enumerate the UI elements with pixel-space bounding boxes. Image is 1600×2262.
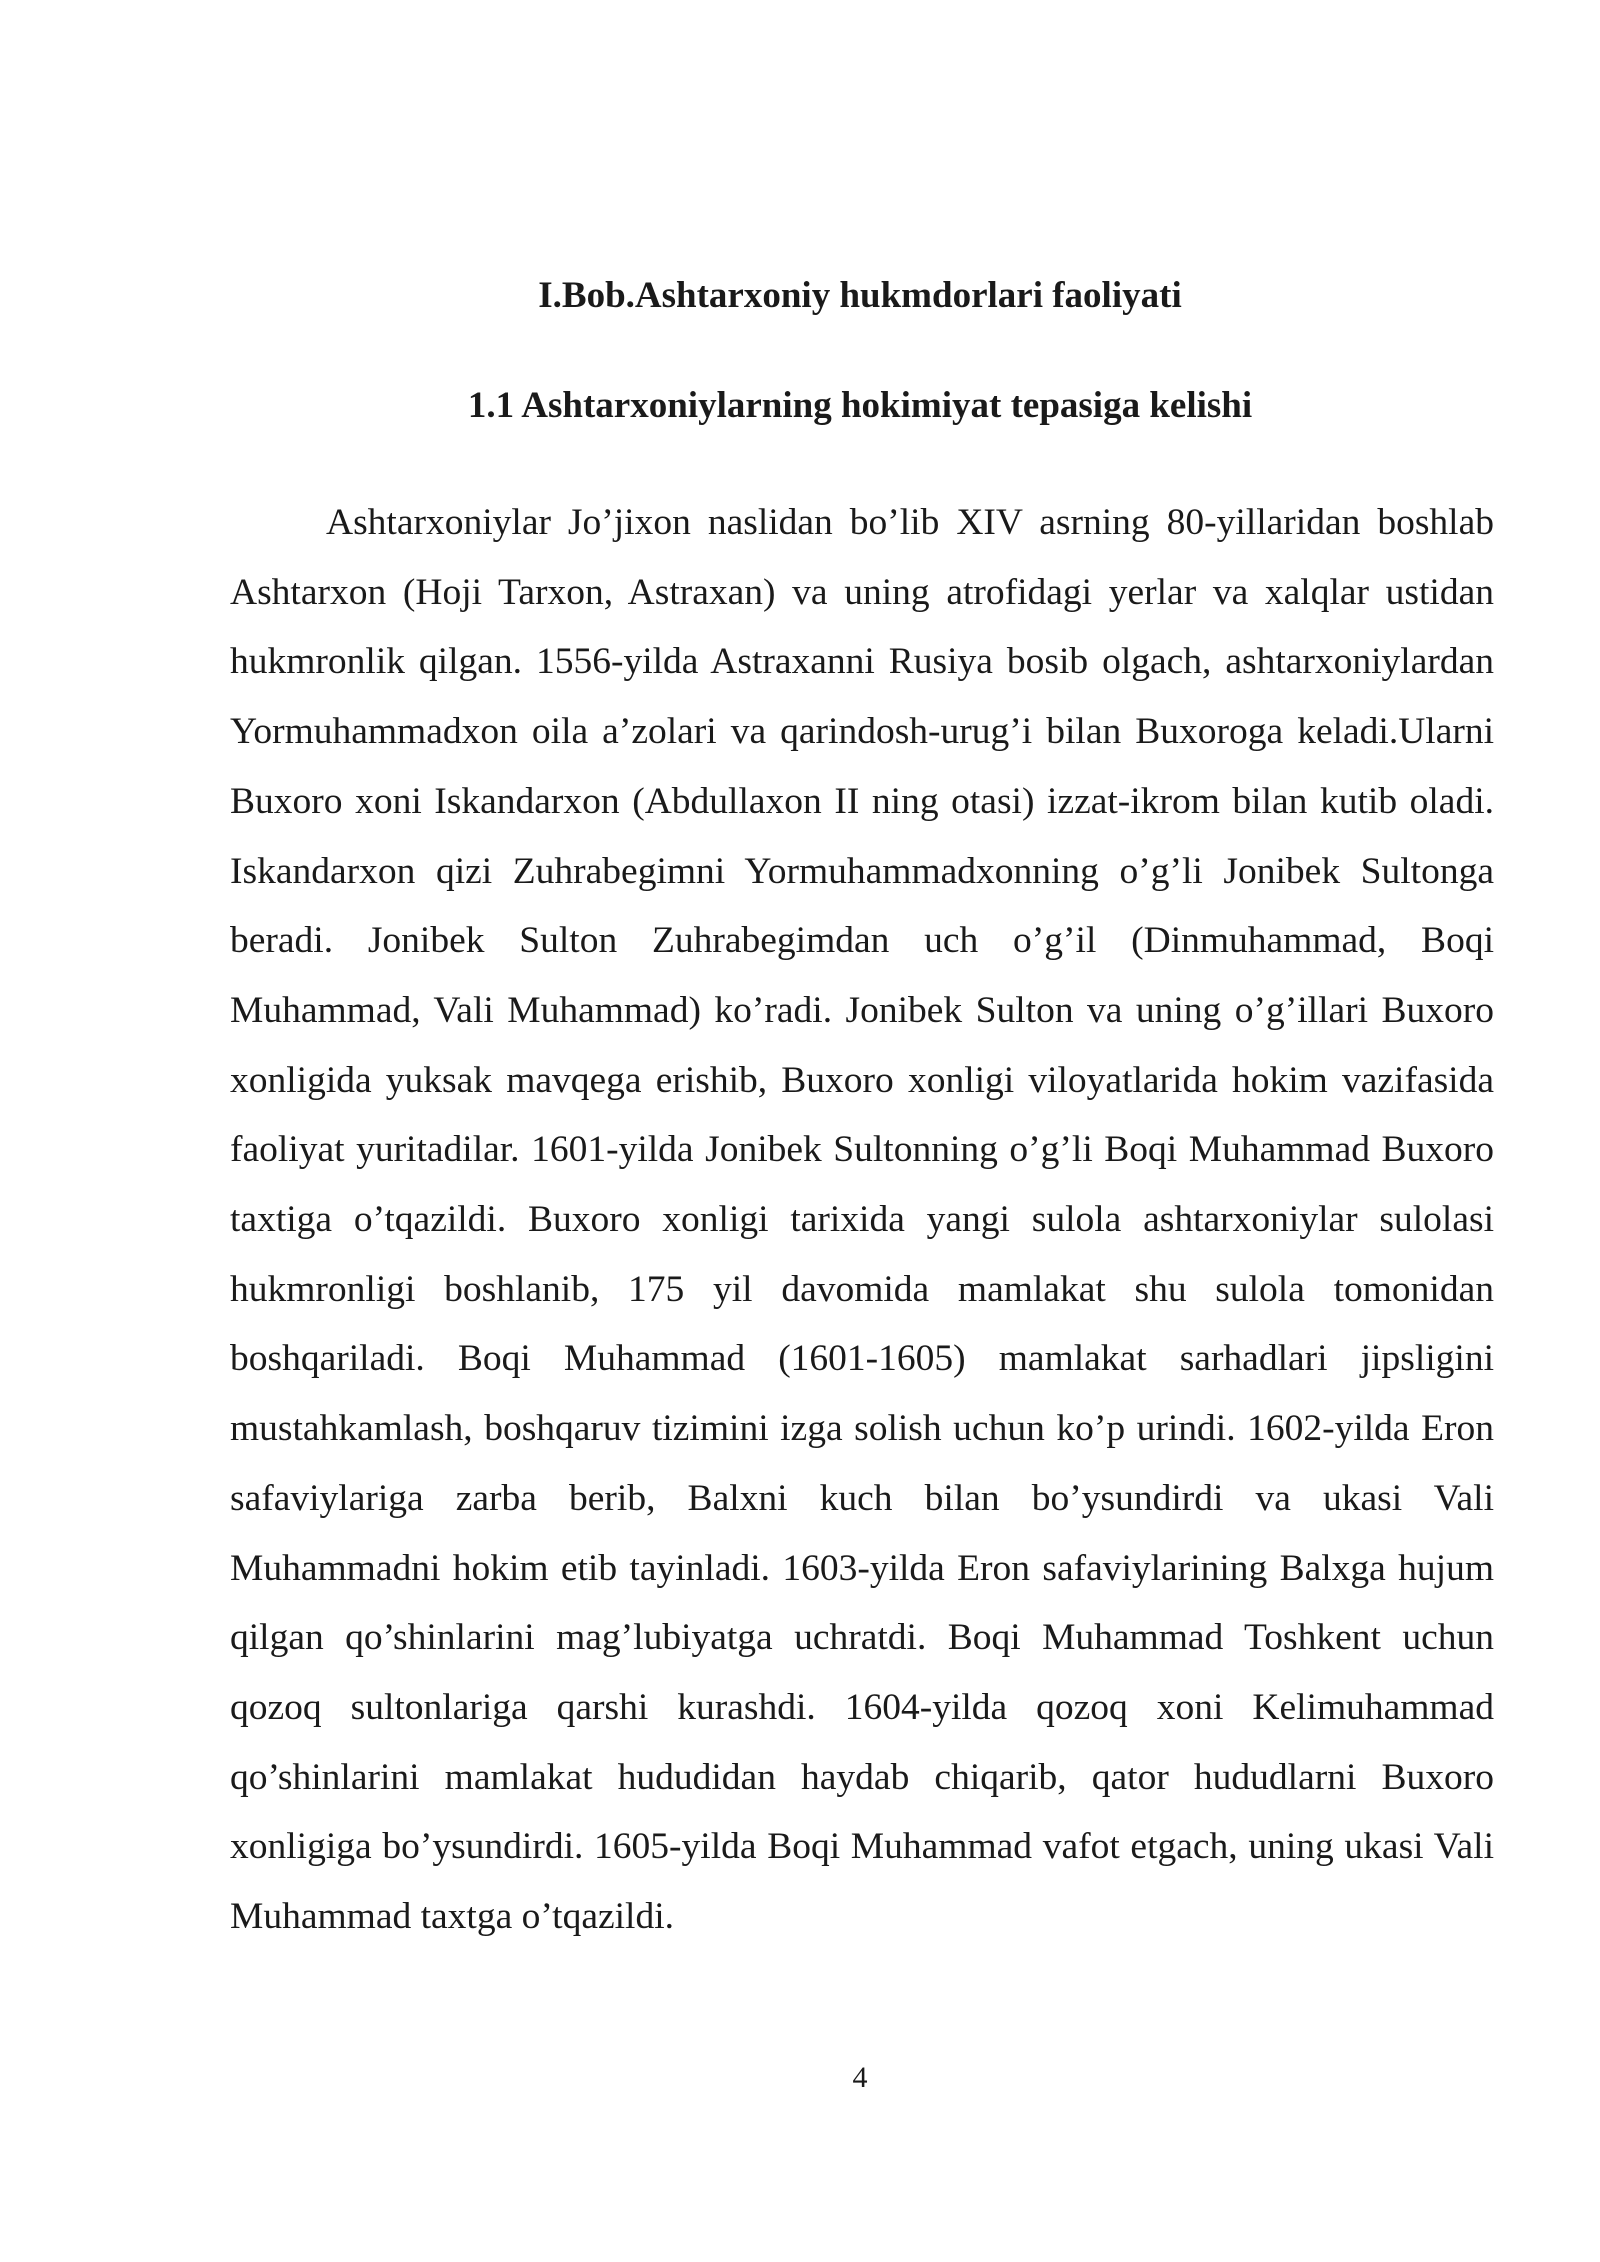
body-paragraph: Ashtarxoniylar Jo’jixon naslidan bo’lib XIV asrning 80-yillaridan boshlab Ashtarxon (Hoji Tarxon, Astraxan) va uning atrofidagi yerlar va xalqlar ustidan hukmronlik qilgan. 1556-yilda Astraxanni Rusiya bosib olgach, ashtarxoniylardan Yormuhammadxon oila a’zolari va qarindosh-urug’i bilan Buxoroga keladi.Ularni Buxoro xoni Iskandarxon (Abdullaxon II ning otasi) izzat-ikrom bilan kutib oladi. Iskandarxon qizi Zuhrabegimni Yormuhammadxonning o’g’li Jonibek Sultonga beradi. Jonibek Sulton Zuhrabegimdan uch o’g’il (Dinmuhammad, Boqi Muhammad, Vali Muhammad) ko’radi. Jonibek Sulton va uning o’g’illari Buxoro xonligida yuksak mavqega erishib, Buxoro xonligi viloyatlarida hokim vazifasida faoliyat yuritadilar. 1601-yilda Jonibek Sultonning o’g’li Boqi Muhammad Buxoro taxtiga o’tqazildi. Buxoro xonligi tarixida yangi sulola ashtarxoniylar sulolasi hukmronligi boshlanib, 175 yil davomida mamlakat shu sulola tomonidan boshqariladi. Boqi Muhammad (1601-1605) mamlakat sarhadlari jipsligini mustahkamlash, boshqaruv tizimini izga solish uchun ko’p urindi. 1602-yilda Eron safaviylariga zarba berib, Balxni kuch bilan bo’ysundirdi va ukasi Vali Muhammadni hokim etib tayinladi. 1603-yilda Eron safaviylarining Balxga hujum qilgan qo’shinlarini mag’lubiyatga uchratdi. Boqi Muhammad Toshkent uchun qozoq sultonlariga qarshi kurashdi. 1604-yilda qozoq xoni Kelimuhammad qo’shinlarini mamlakat hududidan haydab chiqarib, qator hududlarni Buxoro xonligiga bo’ysundirdi. 1605-yilda Boqi Muhammad vafot etgach, uning ukasi Vali Muhammad taxtga o’tqazildi. [230, 502, 1494, 1938]
chapter-title: I.Bob.Ashtarxoniy hukmdorlari faoliyati [538, 275, 1182, 316]
page-number: 4 [852, 2061, 868, 2094]
section-title: 1.1 Ashtarxoniylarning hokimiyat tepasiga kelishi [467, 385, 1253, 426]
